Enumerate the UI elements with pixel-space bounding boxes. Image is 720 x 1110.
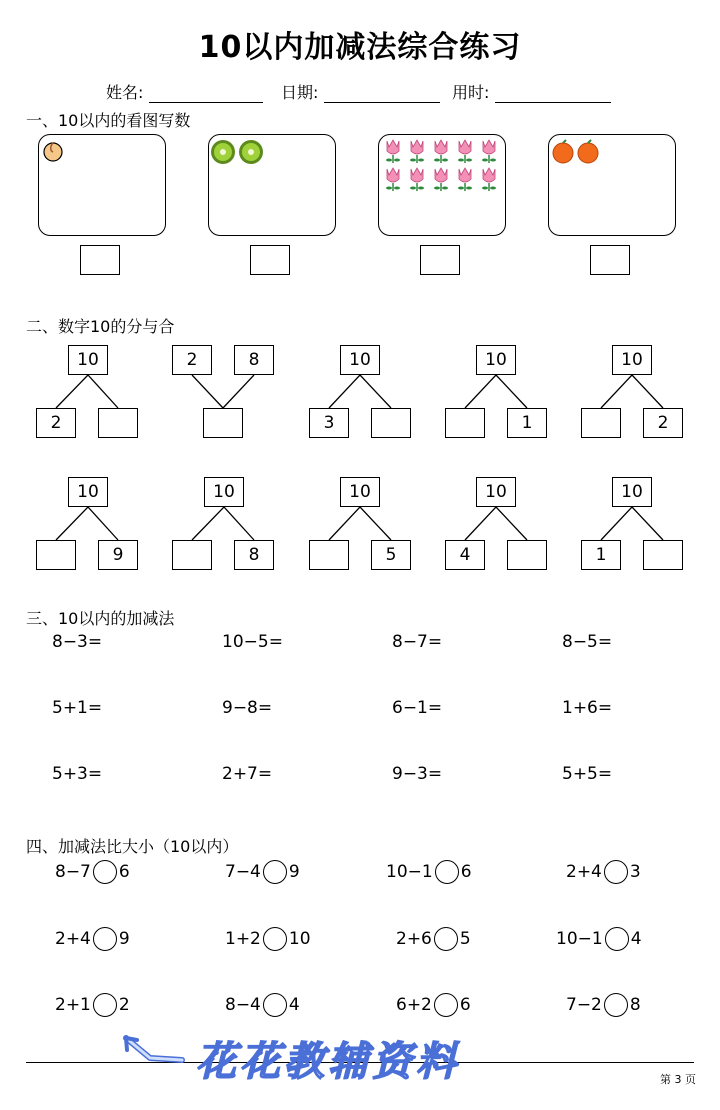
bond-right-box: 5: [371, 540, 411, 570]
equation[interactable]: 1+6=: [562, 698, 613, 718]
bond-top-box: 10: [476, 345, 516, 375]
bond-left-box: 3: [309, 408, 349, 438]
bond-answer-box[interactable]: [98, 408, 138, 438]
bond-left-box: 2: [36, 408, 76, 438]
equation[interactable]: 5+5=: [562, 764, 613, 784]
bond-top-box: 10: [340, 477, 380, 507]
bond-top-box: 10: [68, 345, 108, 375]
bond-answer-box[interactable]: [445, 408, 485, 438]
equation[interactable]: 8−7=: [392, 632, 443, 652]
equation[interactable]: 6−1=: [392, 698, 443, 718]
section-3-heading: 三、10以内的加减法: [26, 609, 175, 628]
bond-answer-box[interactable]: [581, 408, 621, 438]
comparison-item: 7−2 8: [566, 995, 641, 1015]
comparison-item: 6+2 6: [396, 995, 471, 1015]
watermark-arrow-icon: [120, 1030, 190, 1070]
comparison-item: 2+4 9: [55, 929, 130, 949]
comparison-item: 10−1 6: [386, 862, 472, 882]
bond-right-box: 8: [234, 540, 274, 570]
bond-answer-box[interactable]: [203, 408, 243, 438]
compare-circle[interactable]: [263, 927, 287, 951]
bond-top-box: 10: [204, 477, 244, 507]
equation[interactable]: 8−3=: [52, 632, 103, 652]
comparison-item: 8−4 4: [225, 995, 300, 1015]
bond-top-box: 2: [172, 345, 212, 375]
bond-right-box: 9: [98, 540, 138, 570]
compare-circle[interactable]: [263, 993, 287, 1017]
equation[interactable]: 2+7=: [222, 764, 273, 784]
comparison-item: 8−7 6: [55, 862, 130, 882]
section-4-heading: 四、加减法比大小（10以内）: [26, 837, 239, 856]
comparison-item: 2+1 2: [55, 995, 130, 1015]
bond-right-box: 2: [643, 408, 683, 438]
compare-circle[interactable]: [434, 993, 458, 1017]
equation[interactable]: 10−5=: [222, 632, 283, 652]
bond-right-box: 1: [507, 408, 547, 438]
compare-circle[interactable]: [605, 927, 629, 951]
equation[interactable]: 5+3=: [52, 764, 103, 784]
section-2-heading: 二、数字10的分与合: [26, 317, 175, 336]
equation[interactable]: 9−3=: [392, 764, 443, 784]
page-number: 第 3 页: [660, 1073, 696, 1086]
bond-left-box: 1: [581, 540, 621, 570]
bond-top-box: 10: [340, 345, 380, 375]
page-title: 10以内加减法综合练习: [198, 30, 522, 65]
bond-top-box: 10: [476, 477, 516, 507]
name-label: 姓名:: [106, 83, 144, 102]
bond-top-box: 10: [612, 345, 652, 375]
bond-answer-box[interactable]: [507, 540, 547, 570]
bond-answer-box[interactable]: [309, 540, 349, 570]
comparison-item: 10−1 4: [556, 929, 642, 949]
bond-answer-box[interactable]: [172, 540, 212, 570]
time-label: 用时:: [452, 83, 490, 102]
bond-answer-box[interactable]: [371, 408, 411, 438]
comparison-item: 2+6 5: [396, 929, 471, 949]
bond-top-box: 10: [68, 477, 108, 507]
equation[interactable]: 8−5=: [562, 632, 613, 652]
compare-circle[interactable]: [93, 993, 117, 1017]
comparison-item: 2+4 3: [566, 862, 641, 882]
equation[interactable]: 5+1=: [52, 698, 103, 718]
compare-circle[interactable]: [93, 860, 117, 884]
bond-left-box: 4: [445, 540, 485, 570]
comparison-item: 1+2 10: [225, 929, 311, 949]
compare-circle[interactable]: [435, 860, 459, 884]
compare-circle[interactable]: [434, 927, 458, 951]
compare-circle[interactable]: [604, 860, 628, 884]
compare-circle[interactable]: [604, 993, 628, 1017]
bond-answer-box[interactable]: [643, 540, 683, 570]
section-1-heading: 一、10以内的看图写数: [26, 111, 191, 130]
watermark: 花花教辅资料: [196, 1039, 460, 1085]
date-label: 日期:: [281, 83, 319, 102]
equation[interactable]: 9−8=: [222, 698, 273, 718]
bond-top-box: 10: [612, 477, 652, 507]
bond-top-box: 8: [234, 345, 274, 375]
bond-answer-box[interactable]: [36, 540, 76, 570]
compare-circle[interactable]: [93, 927, 117, 951]
compare-circle[interactable]: [263, 860, 287, 884]
comparison-item: 7−4 9: [225, 862, 300, 882]
